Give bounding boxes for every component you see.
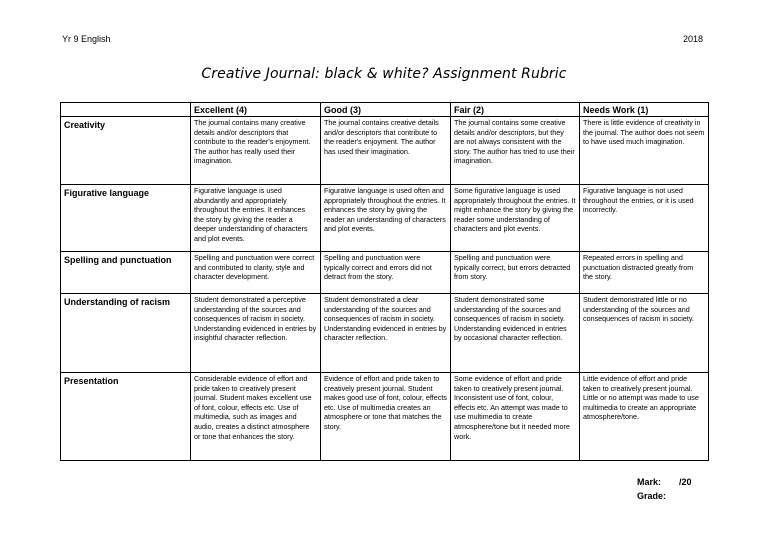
table-row — [61, 373, 709, 461]
column-header-criteria — [61, 103, 191, 117]
mark-total: /20 — [679, 477, 692, 487]
criterion-label: Understanding of racism — [61, 294, 191, 373]
rubric-cell: Student demonstrated a perceptive understanding of the sources and consequences of racism in society. Understanding evidenced in entries by insightful character reflection. — [191, 294, 321, 373]
rubric-cell: Considerable evidence of effort and pride taken to creatively present journal. Student makes excellent use of font, colour, effects etc. Use of multimedia, such as images and audio, creates a distinct atmosphere or tone that enhances the story. — [191, 373, 321, 461]
criterion-label: Figurative language — [61, 185, 191, 252]
mark-label: Mark: — [637, 477, 662, 487]
rubric-cell: The journal contains some creative details and/or descriptors, but they are not always consistent with the story. The author has tried to use their imagination. — [451, 117, 580, 185]
rubric-table — [60, 102, 709, 461]
rubric-cell: Figurative language is not used throughout the entries, or it is used incorrectly. — [580, 185, 709, 252]
rubric-cell: There is little evidence of creativity in the journal. The author does not seem to have used much imagination. — [580, 117, 709, 185]
grade-label: Grade: — [637, 491, 667, 501]
rubric-cell: Figurative language is used abundantly and appropriately throughout the entries. It enhances the story by giving the reader a deeper understanding of characters and plot events. — [191, 185, 321, 252]
rubric-cell: Evidence of effort and pride taken to creatively present journal. Student makes good use of font, colour, effects etc. Use of multimedia creates an atmosphere or tone that matches the story. — [321, 373, 451, 461]
criterion-label: Creativity — [61, 117, 191, 185]
rubric-cell: Student demonstrated some understanding of the sources and consequences of racism in society. Understanding evidenced in entries by occasional character reflection. — [451, 294, 580, 373]
column-header-good: Good (3) — [321, 103, 451, 117]
rubric-cell: Little evidence of effort and pride taken to creatively present journal. Little or no attempt was made to use multimedia to create an appropriate atmosphere/tone. — [580, 373, 709, 461]
rubric-cell: Some figurative language is used appropriately throughout the entries. It might enhance the story by giving the reader some understanding of characters and plot events. — [451, 185, 580, 252]
table-header-row — [61, 103, 709, 117]
rubric-cell: Figurative language is used often and appropriately throughout the entries. It enhances the story by giving the reader an understanding of characters and plot events. — [321, 185, 451, 252]
rubric-cell: Some evidence of effort and pride taken to creatively present journal. Inconsistent use of font, colour, effects etc. An attempt was made to use multimedia to create atmosphere/tone but it needed more work. — [451, 373, 580, 461]
year-label: 2018 — [682, 34, 703, 44]
rubric-cell: Spelling and punctuation were correct and contributed to clarity, style and character development. — [191, 252, 321, 294]
rubric-cell: Spelling and punctuation were typically correct, but errors detracted from story. — [451, 252, 580, 294]
rubric-cell: Repeated errors in spelling and punctuation distracted greatly from the story. — [580, 252, 709, 294]
column-header-excellent: Excellent (4) — [191, 103, 321, 117]
table-row — [61, 185, 709, 252]
rubric-cell: The journal contains creative details and/or descriptors that contribute to the reader's enjoyment. The author has used their imagination. — [321, 117, 451, 185]
table-row — [61, 294, 709, 373]
course-label: Yr 9 English — [62, 34, 111, 44]
criterion-label: Presentation — [61, 373, 191, 461]
table-row — [61, 117, 709, 185]
rubric-cell: The journal contains many creative details and/or descriptors that contribute to the reader's enjoyment. The author has really used their imagination. — [191, 117, 321, 185]
rubric-cell: Spelling and punctuation were typically correct and errors did not detract from the story. — [321, 252, 451, 294]
rubric-cell: Student demonstrated little or no understanding of the sources and consequences of racism in society. — [580, 294, 709, 373]
column-header-needs-work: Needs Work (1) — [580, 103, 709, 117]
criterion-label: Spelling and punctuation — [61, 252, 191, 294]
rubric-cell: Student demonstrated a clear understanding of the sources and consequences of racism in society. Understanding evidenced in entries by character reflection. — [321, 294, 451, 373]
table-row — [61, 252, 709, 294]
page-title: Creative Journal: black & white? Assignment Rubric — [201, 66, 567, 82]
column-header-fair: Fair (2) — [451, 103, 580, 117]
